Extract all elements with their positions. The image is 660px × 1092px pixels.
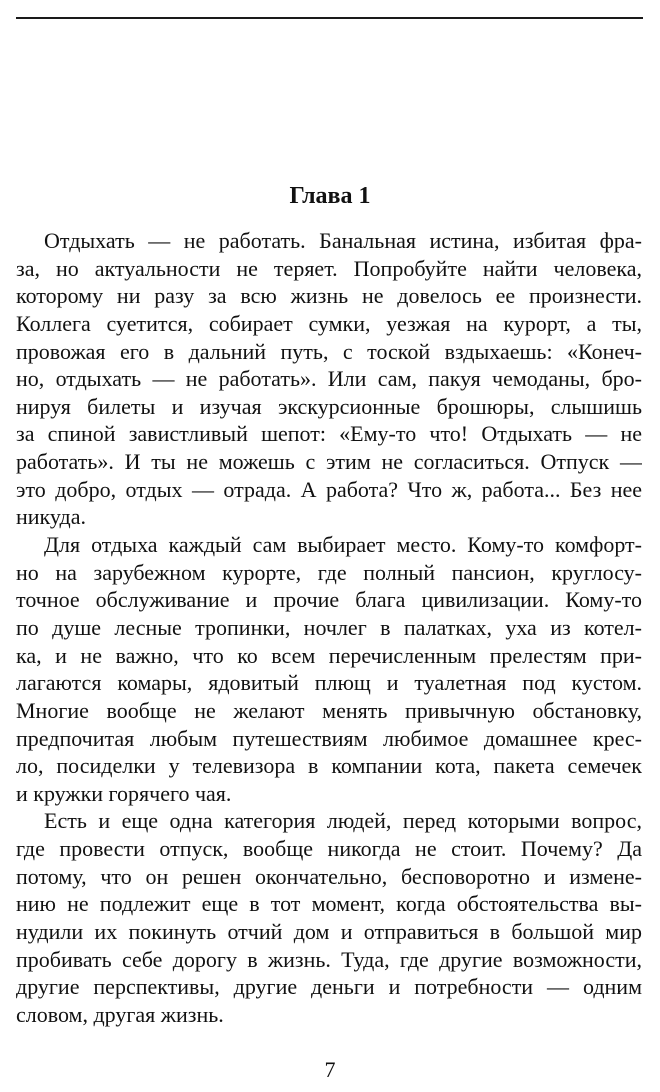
- paragraph: [16, 807, 642, 1028]
- text-line: лагаются комары, ядовитый плющ и туалетная под кустом.: [16, 670, 642, 696]
- text-line: предпочитая любым путешествиям любимое домашнее крес-: [16, 725, 642, 751]
- text-line: никуда.: [16, 504, 86, 530]
- text-line: где провести отпуск, вообще никогда не стоит. Почему? Да: [16, 836, 642, 862]
- body-text: [16, 227, 642, 1029]
- text-line: Отдыхать — не работать. Банальная истина, избитая фра-: [44, 228, 642, 253]
- text-line: словом, другая жизнь.: [16, 1001, 224, 1027]
- text-line: пробивать себе дорогу в жизнь. Туда, где другие возможности,: [16, 946, 642, 972]
- text-line: и кружки горячего чая.: [16, 780, 232, 806]
- text-line: это добро, отдых — отрада. А работа? Что ж, работа... Без нее: [16, 476, 642, 502]
- text-line: нируя билеты и изучая экскурсионные брошюры, слышишь: [16, 393, 642, 419]
- text-line: но, отдыхать — не работать». Или сам, пакуя чемоданы, бро-: [16, 366, 642, 392]
- text-line: ло, посиделки у телевизора в компании кота, пакета семечек: [16, 753, 642, 779]
- text-line: за спиной завистливый шепот: «Ему-то что! Отдыхать — не: [16, 421, 642, 447]
- text-line: Коллега суетится, собирает сумки, уезжая на курорт, а ты,: [16, 310, 642, 336]
- top-rule: [16, 17, 643, 19]
- text-line: Есть и еще одна категория людей, перед которыми вопрос,: [44, 808, 642, 834]
- text-line: Многие вообще не желают менять привычную обстановку,: [16, 697, 642, 723]
- text-line: но на зарубежном курорте, где полный пансион, круглосу-: [16, 559, 642, 585]
- paragraph: [16, 227, 642, 531]
- text-line: нудили их покинуть отчий дом и отправиться в большой мир: [16, 919, 642, 945]
- paragraph: [16, 531, 642, 807]
- text-line: другие перспективы, другие деньги и потребности — одним: [16, 974, 642, 1000]
- text-line: Для отдыха каждый сам выбирает место. Кому-то комфорт-: [44, 532, 642, 558]
- text-line: по душе лесные тропинки, ночлег в палатках, уха из котел-: [16, 614, 642, 640]
- text-line: точное обслуживание и прочие блага цивилизации. Кому-то: [16, 587, 642, 613]
- text-line: потому, что он решен окончательно, бесповоротно и измене-: [16, 863, 642, 889]
- text-line: которому ни разу за всю жизнь не довелось ее произнести.: [16, 283, 642, 309]
- text-line: провожая его в дальний путь, с тоской вздыхаешь: «Конеч-: [16, 338, 642, 364]
- text-line: работать». И ты не можешь с этим не согласиться. Отпуск —: [16, 449, 642, 475]
- chapter-title: Глава 1: [289, 183, 371, 209]
- page-number: 7: [324, 1057, 336, 1082]
- text-line: ка, и не важно, что ко всем перечисленным прелестям при-: [16, 642, 642, 668]
- text-line: за, но актуальности не теряет. Попробуйте найти человека,: [16, 255, 642, 281]
- text-line: нию не подлежит еще в тот момент, когда обстоятельства вы-: [16, 891, 642, 917]
